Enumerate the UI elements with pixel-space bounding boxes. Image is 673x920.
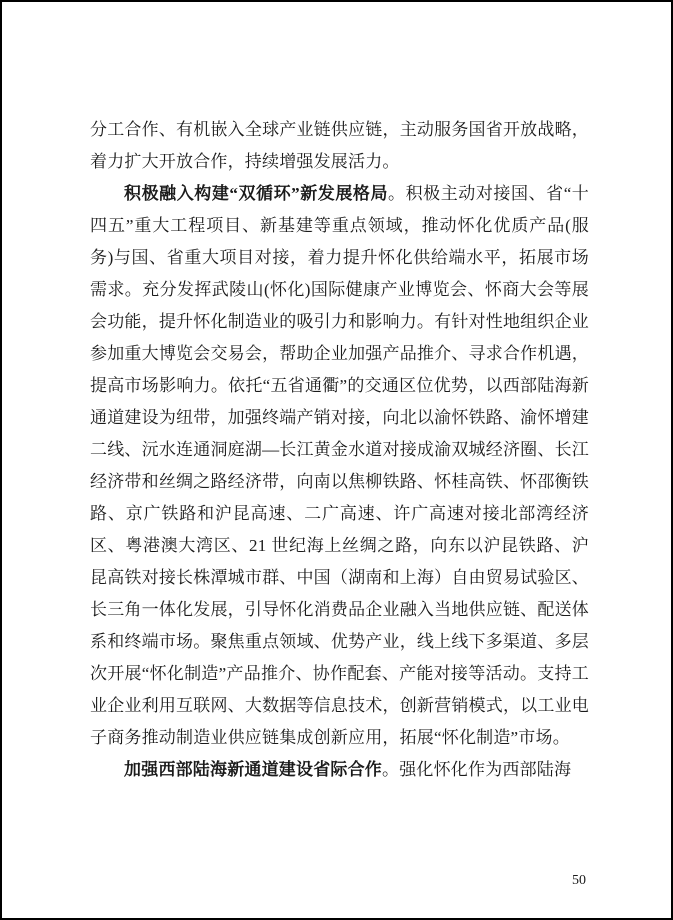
paragraph	[90, 114, 589, 178]
paragraph	[90, 178, 589, 754]
paragraph-text: 分工合作、有机嵌入全球产业链供应链，主动服务国省开放战略，着力扩大开放合作，持续增强发展活力。	[90, 120, 589, 171]
paragraph	[90, 754, 589, 786]
page-content	[90, 114, 589, 786]
page-number: 50	[572, 873, 586, 888]
paragraph-lead: 加强西部陆海新通道建设省际合作	[124, 760, 382, 779]
paragraph-lead: 积极融入构建“双循环”新发展格局	[124, 184, 389, 203]
paragraph-text: 。强化怀化作为西部陆海	[382, 760, 572, 779]
paragraph-text: 。积极主动对接国、省“十四五”重大工程项目、新基建等重点领域，推动怀化优质产品(服务)与国、省重大项目对接，着力提升怀化供给端水平，拓展市场需求。充分发挥武陵山(怀化)国际健康产业博览会、怀商大会等展会功能，提升怀化制造业的吸引力和影响力。有针对性地组织企业参加重大博览会交易会，帮助企业加强产品推介、寻求合作机遇，提高市场影响力。依托“五省通衢”的交通区位优势，以西部陆海新通道建设为纽带，加强终端产销对接，向北以渝怀铁路、渝怀增建二线、沅水连通洞庭湖—长江黄金水道对接成渝双城经济圈、长江经济带和丝绸之路经济带，向南以焦柳铁路、怀桂高铁、怀邵衡铁路、京广铁路和沪昆高速、二广高速、许广高速对接北部湾经济区、粤港澳大湾区、21 世纪海上丝绸之路，向东以沪昆铁路、沪昆高铁对接长株潭城市群、中国（湖南和上海）自由贸易试验区、长三角一体化发展，引导怀化消费品企业融入当地供应链、配送体系和终端市场。聚焦重点领域、优势产业，线上线下多渠道、多层次开展“怀化制造”产品推介、协作配套、产能对接等活动。支持工业企业利用互联网、大数据等信息技术，创新营销模式，以工业电子商务推动制造业供应链集成创新应用，拓展“怀化制造”市场。	[90, 184, 590, 747]
